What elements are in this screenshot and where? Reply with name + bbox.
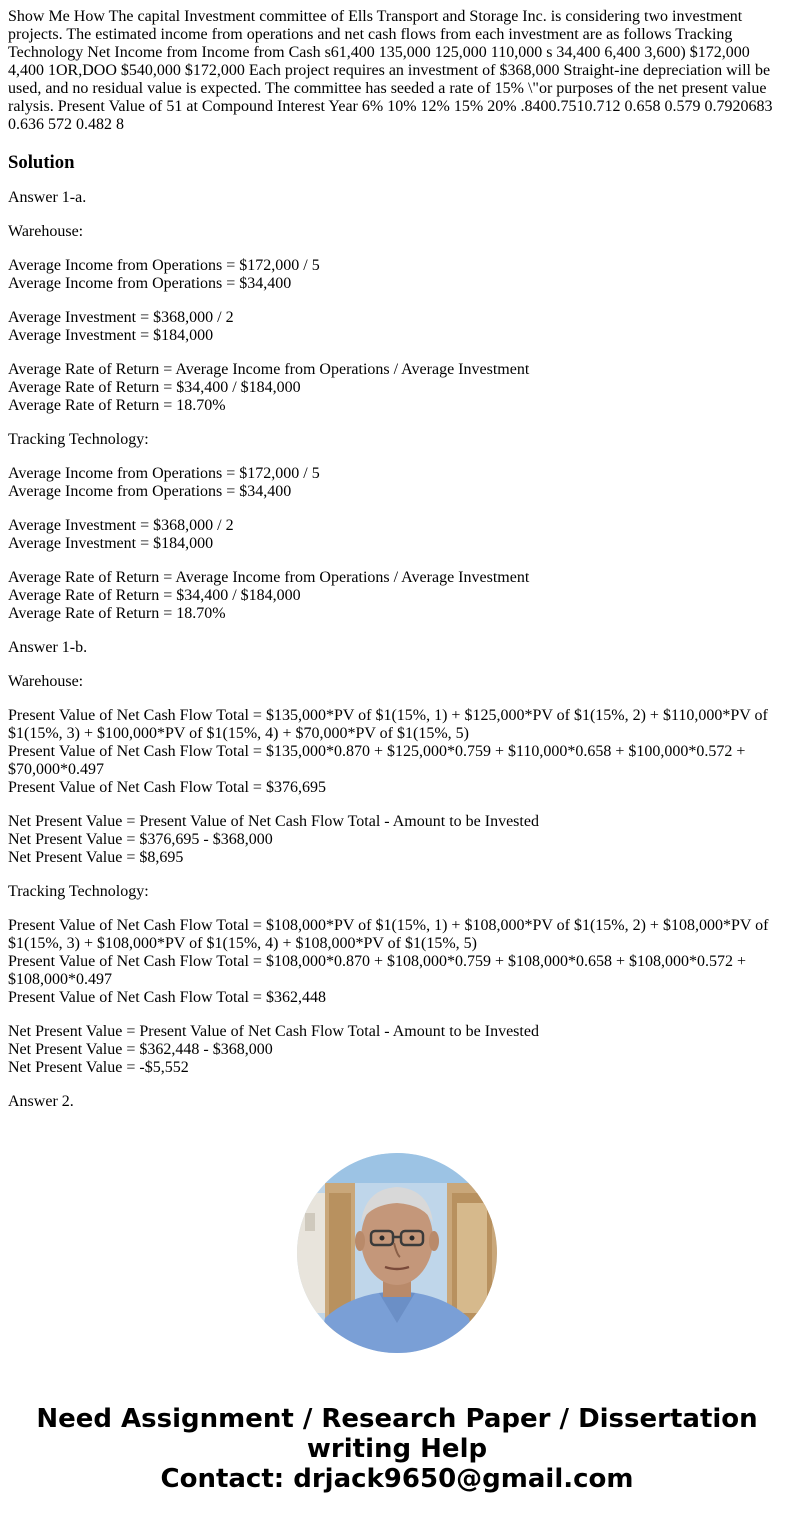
text-line: Average Investment = $184,000 — [8, 327, 214, 344]
answer-2-heading: Answer 2. — [8, 1093, 74, 1110]
answer-1a-heading: Answer 1-a. — [8, 189, 87, 206]
text-line: Net Present Value = Present Value of Net Cash Flow Total - Amount to be Invested — [8, 813, 539, 830]
text-line: Average Investment = $368,000 / 2 — [8, 517, 234, 534]
warehouse-1b-pv — [8, 707, 786, 797]
text-line: Net Present Value = $362,448 - $368,000 — [8, 1041, 273, 1058]
warehouse-1a-investment — [8, 309, 786, 345]
solution-heading: Solution — [8, 152, 75, 173]
tracking-1b-npv — [8, 1023, 786, 1077]
text-line: Average Rate of Return = $34,400 / $184,000 — [8, 587, 301, 604]
footer-line: writing Help — [306, 1434, 488, 1464]
warehouse-1b-npv — [8, 813, 786, 867]
warehouse-label-1b: Warehouse: — [8, 673, 84, 690]
text-line: Average Rate of Return = Average Income from Operations / Average Investment — [8, 361, 530, 378]
tracking-label-1b: Tracking Technology: — [8, 883, 149, 900]
text-line: Present Value of Net Cash Flow Total = $362,448 — [8, 989, 326, 1006]
warehouse-1a-income — [8, 257, 786, 293]
text-line: Average Investment = $368,000 / 2 — [8, 309, 234, 326]
text-line: Net Present Value = Present Value of Net Cash Flow Total - Amount to be Invested — [8, 1023, 539, 1040]
warehouse-1a-arr — [8, 361, 786, 415]
text-line: Average Income from Operations = $34,400 — [8, 275, 292, 292]
tracking-1a-income — [8, 465, 786, 501]
tracking-1a-investment — [8, 517, 786, 553]
warehouse-label-1a: Warehouse: — [8, 223, 84, 240]
text-line: Average Rate of Return = Average Income from Operations / Average Investment — [8, 569, 530, 586]
answer-1b-heading: Answer 1-b. — [8, 639, 88, 656]
text-line: Present Value of Net Cash Flow Total = $135,000*0.870 + $125,000*0.759 + $110,000*0.658 + $100,000*0.572 + $70,000*0.497 — [8, 743, 746, 778]
text-line: Net Present Value = $8,695 — [8, 849, 184, 866]
avatar — [297, 1153, 497, 1353]
text-line: Average Rate of Return = $34,400 / $184,000 — [8, 379, 301, 396]
promo-footer — [0, 1404, 794, 1494]
text-line: Average Rate of Return = 18.70% — [8, 605, 226, 622]
text-line: Average Investment = $184,000 — [8, 535, 214, 552]
footer-contact: Contact: drjack9650@gmail.com — [160, 1464, 634, 1494]
tracking-label-1a: Tracking Technology: — [8, 431, 149, 448]
footer-line: Need Assignment / Research Paper / Dissertation — [36, 1404, 758, 1434]
text-line: Average Income from Operations = $172,000 / 5 — [8, 465, 320, 482]
text-line: Present Value of Net Cash Flow Total = $135,000*PV of $1(15%, 1) + $125,000*PV of $1(15%, 2) + $110,000*PV of $1(15%, 3) + $100,000*PV of $1(15%, 4) + $70,000*PV of $1(15%, 5) — [8, 707, 768, 742]
avatar-portrait — [297, 1153, 497, 1353]
question-text: Show Me How The capital Investment committee of Ells Transport and Storage Inc. is considering two investment projects. The estimated income from operations and net cash flows from each investment are as follows Tracking Technology Net Income from Income from Cash s61,400 135,000 125,000 110,000 s 34,400 6,400 3,600) $172,000 4,400 1OR,DOO $540,000 $172,000 Each project requires an investment of $368,000 Straight-ine depreciation will be used, and no residual value is expected. The committee has seeded a rate of 15% \"or purposes of the net present value ralysis. Present Value of 51 at Compound Interest Year 6% 10% 12% 15% 20% .8400.7510.712 0.658 0.579 0.7920683 0.636 572 0.482 8 — [8, 8, 773, 133]
text-line: Present Value of Net Cash Flow Total = $108,000*0.870 + $108,000*0.759 + $108,000*0.658 + $108,000*0.572 + $108,000*0.497 — [8, 953, 747, 988]
text-line: Present Value of Net Cash Flow Total = $376,695 — [8, 779, 326, 796]
text-line: Average Income from Operations = $34,400 — [8, 483, 292, 500]
tracking-1a-arr — [8, 569, 786, 623]
text-line: Net Present Value = $376,695 - $368,000 — [8, 831, 273, 848]
tracking-1b-pv — [8, 917, 786, 1007]
text-line: Present Value of Net Cash Flow Total = $108,000*PV of $1(15%, 1) + $108,000*PV of $1(15%, 2) + $108,000*PV of $1(15%, 3) + $108,000*PV of $1(15%, 4) + $108,000*PV of $1(15%, 5) — [8, 917, 769, 952]
text-line: Net Present Value = -$5,552 — [8, 1059, 189, 1076]
text-line: Average Income from Operations = $172,000 / 5 — [8, 257, 320, 274]
text-line: Average Rate of Return = 18.70% — [8, 397, 226, 414]
